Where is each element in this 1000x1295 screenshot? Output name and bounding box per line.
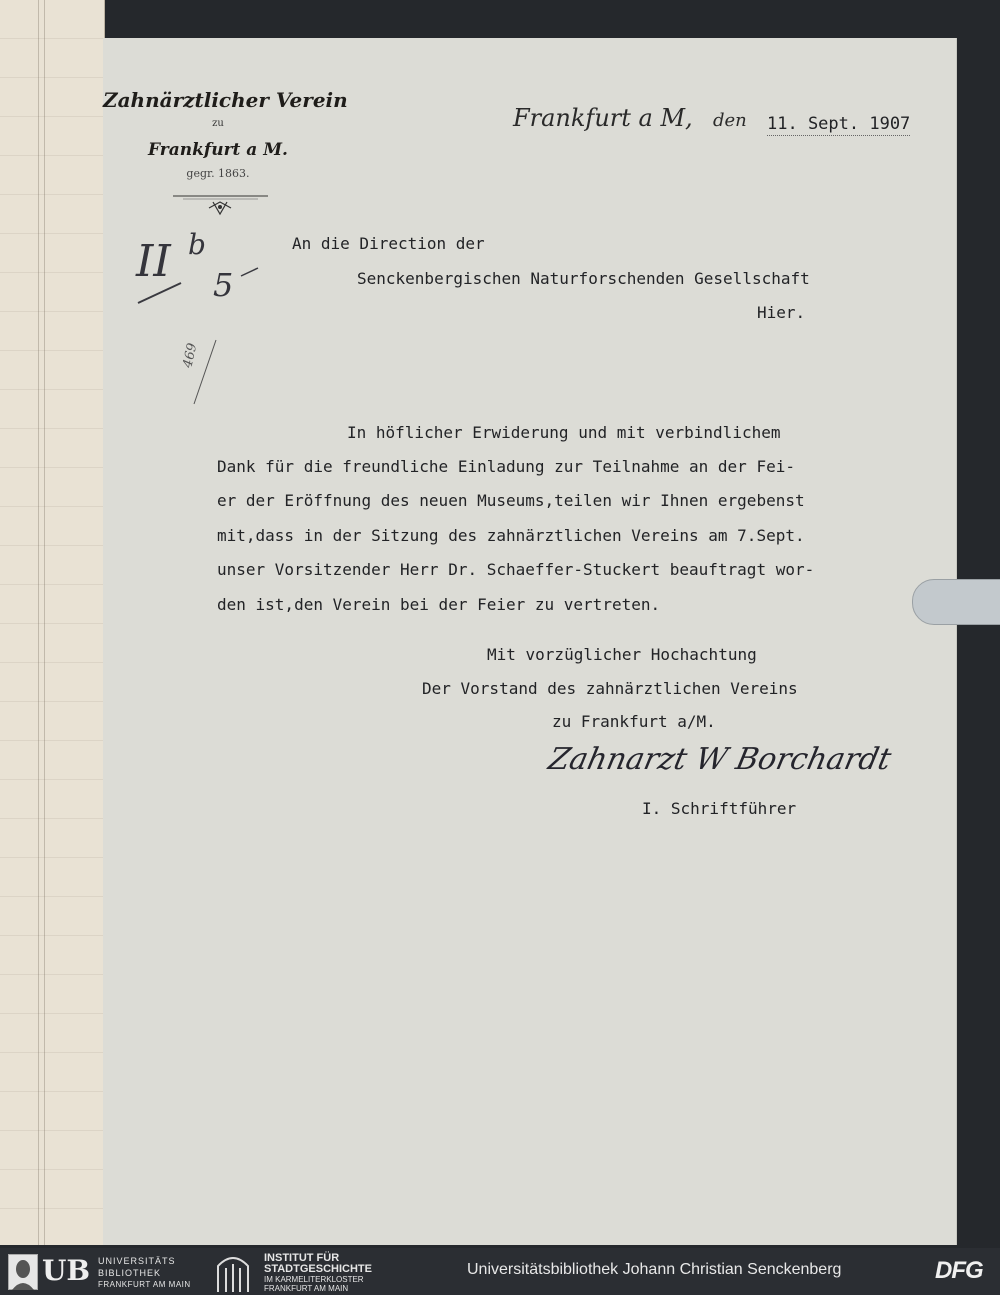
library-title: Universitätsbibliothek Johann Christian Senckenberg xyxy=(467,1261,842,1278)
archive-mark-number: 5 xyxy=(213,266,234,304)
archive-mark-letter: b xyxy=(188,228,206,261)
isg-line-4: FRANKFURT AM MAIN xyxy=(264,1284,349,1293)
pencil-reference-number: 469 xyxy=(180,341,201,370)
signatory-role: I. Schriftführer xyxy=(642,799,797,818)
body-line-6: den ist,den Verein bei der Feier zu vertreten. xyxy=(217,595,661,614)
ub-line-2: BIBLIOTHEK xyxy=(98,1268,162,1278)
pencil-reference-stroke xyxy=(191,338,221,408)
letter-page xyxy=(103,38,956,1245)
isg-line-1: INSTITUT FÜR xyxy=(264,1252,340,1264)
letterhead-association: Zahnärztlicher Verein xyxy=(103,88,348,112)
previous-page-edge xyxy=(0,0,105,1245)
archive-mark-strokes xyxy=(133,248,263,318)
isg-building-icon xyxy=(214,1252,252,1292)
closing-line-1: Mit vorzüglicher Hochachtung xyxy=(487,645,757,664)
body-line-4: mit,dass in der Sitzung des zahnärztlichen Vereins am 7.Sept. xyxy=(217,526,805,545)
footer-bar xyxy=(0,1248,1000,1295)
body-line-3: er der Eröffnung des neuen Museums,teilen wir Ihnen ergebenst xyxy=(217,491,805,510)
archive-mark-roman: II xyxy=(136,236,171,287)
ub-short: UB xyxy=(42,1254,91,1287)
closing-line-2: Der Vorstand des zahnärztlichen Vereins xyxy=(422,679,798,698)
letterhead-ornament xyxy=(173,188,268,218)
dfg-logo: DFG xyxy=(935,1257,983,1284)
letterhead-founded: gegr. 1863. xyxy=(186,167,250,180)
letterhead-city: Frankfurt a M. xyxy=(148,140,288,160)
handwritten-signature: Zahnarzt W Borchardt xyxy=(545,742,895,777)
letterhead-zu: zu xyxy=(212,118,224,129)
address-line-2: Senckenbergischen Naturforschenden Gesellschaft xyxy=(357,269,810,288)
address-line-3: Hier. xyxy=(757,303,806,322)
body-line-5: unser Vorsitzender Herr Dr. Schaeffer-Stuckert beauftragt wor- xyxy=(217,560,815,579)
ub-line-1: UNIVERSITÄTS xyxy=(98,1256,176,1266)
closing-line-3: zu Frankfurt a/M. xyxy=(552,712,716,731)
page-tab-marker xyxy=(912,579,1000,625)
body-line-2: Dank für die freundliche Einladung zur Teilnahme an der Fei- xyxy=(217,457,795,476)
isg-line-3: IM KARMELITERKLOSTER xyxy=(264,1275,364,1284)
ub-line-3: FRANKFURT AM MAIN xyxy=(98,1280,191,1289)
address-line-1: An die Direction der xyxy=(292,234,485,253)
ub-portrait-icon xyxy=(8,1254,38,1290)
dateline-date: 11. Sept. 1907 xyxy=(767,114,911,134)
dateline-place: Frankfurt a M, xyxy=(513,104,693,132)
dateline-den: den xyxy=(713,110,747,131)
isg-line-2: STADTGESCHICHTE xyxy=(264,1263,372,1275)
body-line-1: In höflicher Erwiderung und mit verbindlichem xyxy=(347,423,781,442)
